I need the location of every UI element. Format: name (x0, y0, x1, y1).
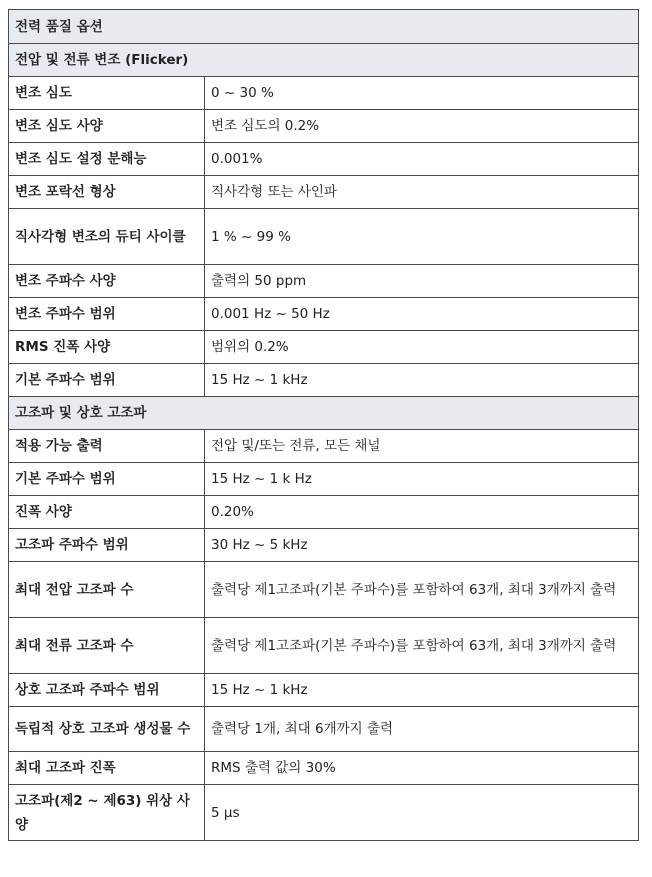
spec-label: 기본 주파수 범위 (9, 463, 205, 496)
spec-value: 15 Hz ~ 1 kHz (205, 364, 639, 397)
spec-value: 30 Hz ~ 5 kHz (205, 529, 639, 562)
spec-label: RMS 진폭 사양 (9, 331, 205, 364)
spec-value: 0 ~ 30 % (205, 77, 639, 110)
table-row (9, 463, 639, 496)
spec-value: 0.001 Hz ~ 50 Hz (205, 298, 639, 331)
table-row (9, 265, 639, 298)
spec-value: 출력당 제1고조파(기본 주파수)를 포함하여 63개, 최대 3개까지 출력 (205, 562, 639, 618)
spec-value: 전압 및/또는 전류, 모든 채널 (205, 430, 639, 463)
spec-label: 변조 주파수 범위 (9, 298, 205, 331)
table-row (9, 331, 639, 364)
table-row (9, 143, 639, 176)
table-row (9, 496, 639, 529)
spec-label: 적용 가능 출력 (9, 430, 205, 463)
spec-value: 1 % ~ 99 % (205, 209, 639, 265)
spec-label: 기본 주파수 범위 (9, 364, 205, 397)
spec-value: 변조 심도의 0.2% (205, 110, 639, 143)
spec-label: 변조 심도 설정 분해능 (9, 143, 205, 176)
table-row (9, 674, 639, 707)
section-header-row (9, 44, 639, 77)
spec-label: 독립적 상호 고조파 생성물 수 (9, 707, 205, 752)
spec-value: 0.20% (205, 496, 639, 529)
section-title: 전압 및 전류 변조 (Flicker) (9, 44, 639, 77)
table-row (9, 529, 639, 562)
table-row (9, 176, 639, 209)
spec-value: 범위의 0.2% (205, 331, 639, 364)
table-row (9, 752, 639, 785)
table-row (9, 785, 639, 841)
table-row (9, 364, 639, 397)
spec-value: 출력당 제1고조파(기본 주파수)를 포함하여 63개, 최대 3개까지 출력 (205, 618, 639, 674)
spec-label: 상호 고조파 주파수 범위 (9, 674, 205, 707)
spec-value: RMS 출력 값의 30% (205, 752, 639, 785)
spec-label: 변조 심도 (9, 77, 205, 110)
spec-label: 변조 주파수 사양 (9, 265, 205, 298)
spec-label: 변조 심도 사양 (9, 110, 205, 143)
spec-value: 15 Hz ~ 1 kHz (205, 674, 639, 707)
spec-label: 최대 고조파 진폭 (9, 752, 205, 785)
spec-label: 고조파(제2 ~ 제63) 위상 사양 (9, 785, 205, 841)
spec-label: 최대 전압 고조파 수 (9, 562, 205, 618)
table-row (9, 110, 639, 143)
spec-label: 진폭 사양 (9, 496, 205, 529)
table-row (9, 298, 639, 331)
spec-label: 최대 전류 고조파 수 (9, 618, 205, 674)
spec-label: 변조 포락선 형상 (9, 176, 205, 209)
table-row (9, 618, 639, 674)
power-quality-spec-table (8, 9, 639, 841)
spec-value: 0.001% (205, 143, 639, 176)
spec-table-body (9, 10, 639, 841)
table-row (9, 707, 639, 752)
spec-value: 출력당 1개, 최대 6개까지 출력 (205, 707, 639, 752)
section-header-row (9, 397, 639, 430)
spec-label: 직사각형 변조의 듀티 사이클 (9, 209, 205, 265)
table-row (9, 209, 639, 265)
section-title: 전력 품질 옵션 (9, 10, 639, 44)
table-row (9, 562, 639, 618)
spec-value: 5 µs (205, 785, 639, 841)
spec-value: 출력의 50 ppm (205, 265, 639, 298)
spec-label: 고조파 주파수 범위 (9, 529, 205, 562)
spec-value: 15 Hz ~ 1 k Hz (205, 463, 639, 496)
section-header-row (9, 10, 639, 44)
table-row (9, 430, 639, 463)
table-row (9, 77, 639, 110)
section-title: 고조파 및 상호 고조파 (9, 397, 639, 430)
spec-value: 직사각형 또는 사인파 (205, 176, 639, 209)
